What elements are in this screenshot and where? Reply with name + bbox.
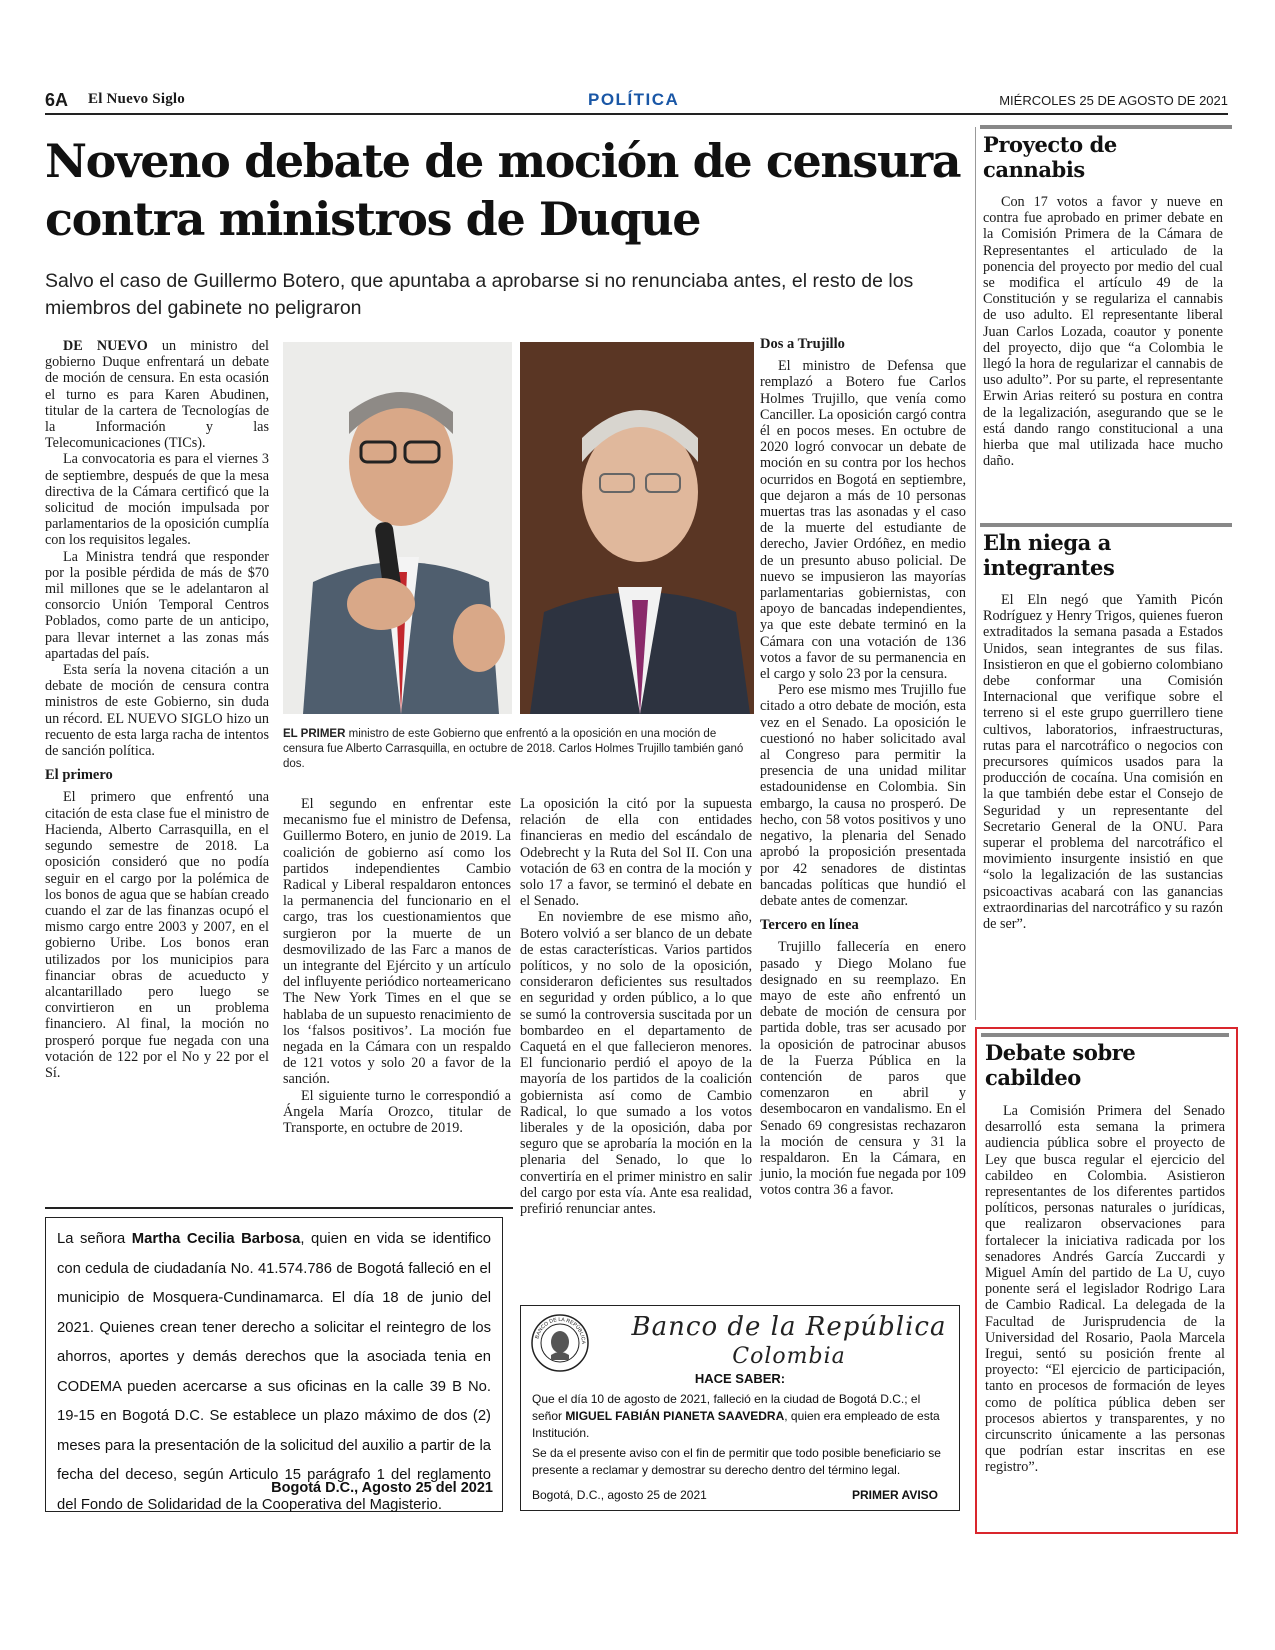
bank-country: Colombia [732, 1344, 846, 1369]
obituary-notice-signature: Bogotá D.C., Agosto 25 del 2021 [271, 1480, 493, 1496]
portrait-illustration [520, 342, 754, 714]
paragraph: El ministro de Defensa que remplazó a Botero fue Carlos Holmes Trujillo, que venía como Canciller. La oposición cargó contra él en pocos meses. En octubre de 2020 logró convocar un debate de moción en su contra por los hechos ocurridos en Bogotá en septiembre, que dejaron a más de 10 personas muertas tras las asonadas y el caso de la muerte del estudiante de derecho, Javier Ordóñez, en medio de un presunto abuso policial. De nuevo se impusieron las mayorías parlamentarias gobiernistas, con apoyo de bancadas independientes, ya que este debate terminó en la Cámara con una votación de 136 votos a favor de su permanencia en el cargo y solo 23 por la censura. [760, 358, 966, 683]
sidebar-text-cannabis [983, 194, 1223, 469]
paragraph: En noviembre de ese mismo año, Botero volvió a ser blanco de un debate de estas características. Varios partidos políticos, y no solo de la oposición, consideraron deficientes sus resultados en seguridad y orden público, a lo que se sumó la controversia suscitada por un bombardeo en el departamento de Caquetá en el que fallecieron menores. El funcionario perdió el apoyo de la mayoría de los partidos de la coalición gobiernista así como de Cambio Radical, lo que sumado a los votos liberales y de la oposición, daba por seguro que se aprobaría la moción en la plenaria del Senado, lo que lo convertiría en el primer ministro en salir del cargo por esta vía. Ante esa realidad, prefirió renunciar antes. [520, 909, 752, 1218]
notice-text: , quien era empleado de esta Institución. [532, 1409, 940, 1440]
paragraph: Con 17 votos a favor y nueve en contra fue aprobado en primer debate en la Comisión Primera de la Cámara de Representantes el articulado de la ponencia del proyecto por medio del cual se modifica el artículo 49 de la Constitución y se regulariza el cannabis de uso adulto. El representante liberal Juan Carlos Lozada, coautor y ponente del proyecto, dijo que “a Colombia le llegó la hora de regularizar el cannabis de uso adulto”. Por su parte, el representante Erwin Arias reiteró su postura en contra de la legalización, asegurando que se le está dando rango constitucional a una hierba que mal utilizada hace mucho daño. [983, 194, 1223, 470]
notice-text: Que el día 10 de agosto de 2021, falleció en la ciudad de Bogotá D.C.; el señor [532, 1392, 921, 1423]
bank-hace-saber: HACE SABER: [694, 1371, 786, 1386]
notice-name: Martha Cecilia Barbosa [131, 1231, 301, 1247]
paragraph: La oposición la citó por la supuesta relación de ella con entidades financieras en medio del escándalo de Odebrecht y la Ruta del Sol II. Con una votación de 63 en contra de la moción y solo 17 a favor, se terminó el debate en el Senado. [520, 796, 752, 910]
section-label: POLÍTICA [588, 90, 680, 109]
paragraph: un ministro del gobierno Duque enfrentará un debate de moción de censura. En esta ocasión el turno es para Karen Abudinen, titular de la cartera de Tecnologías de la Información y las Telecomunicaciones (TICs). [45, 338, 269, 452]
sidebar-text-cabildeo [985, 1103, 1225, 1476]
sidebar-title-cannabis: Proyecto de cannabis [983, 132, 1117, 182]
caption-lead: EL PRIMER [283, 728, 346, 740]
paragraph: El siguiente turno le correspondió a Ángela María Orozco, titular de Transporte, en octubre de 2019. [283, 1087, 511, 1137]
bank-notice-aviso: PRIMER AVISO [852, 1488, 939, 1502]
paragraph: La Ministra tendrá que responder por la posible pérdida de más de $70 mil millones que se le adelantaron al consorcio Unión Temporal Centros Poblados, como parte de un anticipo, para llevar internet a las zonas más apartadas del país. [45, 548, 269, 662]
article-column-2 [283, 796, 511, 1136]
sidebar-title-eln: Eln niega a integrantes [983, 530, 1115, 580]
paragraph: El Eln negó que Yamith Picón Rodríguez y Henry Trigos, quienes fueron extraditados la semana pasada a Estados Unidos, sean integrantes de sus filas. Insistieron en que el gobierno colombiano debe conformar una Comisión Internacional que verifique sobre el terreno si el este grupo guerrillero tiene cultivos, laboratorios, infraestructuras, rutas para el narcotráfico o negocios con precursores químicos usados para la producción de cocaína. Una comisión en la que también debe estar el Consejo de Seguridad y un representante del Secretario General de la ONU. Para superar el problema del narcotráfico el movimiento insurgente insistió en que “solo la legalización de las sustancias psicoactivas acabará con las ganancias extraordinarias del narcotráfico y su razón de ser”. [983, 592, 1223, 933]
paragraph: La convocatoria es para el viernes 3 de septiembre, después de que la mesa directiva de la Cámara certificó que la solicitud de moción impulsada por parlamentarios de la oposición cumplía con los requisitos legales. [45, 451, 269, 549]
bank-seal-icon [530, 1313, 590, 1373]
paragraph: Trujillo fallecería en enero pasado y Diego Molano fue designado en su reemplazo. En mayo de este año enfrentó un debate de moción de censura por partida doble, tras ser acusado por la oposición de patrocinar abusos de la Fuerza Pública en la contención de paros que comenzaron en abril y desembocaron en vandalismo. En el Senado 69 congresistas rechazaron la moción de censura y 31 la respaldaron. En la Cámara, en junio, la moción fue negada por 109 votos contra 36 a favor. [760, 939, 966, 1199]
sidebar-topbar [981, 1033, 1229, 1037]
photo-carrasquilla [283, 342, 512, 714]
sidebar-topbar [980, 125, 1232, 129]
masthead: El Nuevo Siglo [88, 91, 185, 107]
paragraph: La Comisión Primera del Senado desarrolló esta semana la primera audiencia pública sobre el proyecto de Ley que busca regular el ejercicio del cabildeo en Colombia. Asistieron representantes de los diferentes partidos políticos, personas naturales o jurídicas, que realizaron observaciones para fortalecer la iniciativa radicada por los senadores Andrés García Zuccardi y Miguel Amín del partido de La U, cuyo ponente será el legislador Rodrigo Lara de Cambio Radical. La delegada de la Facultad de Jurisprudencia de la Universidad del Rosario, Paola Marcela Iregui, sentó su posición frente al proyecto: “El ejercicio de participación, tanto en procesos de formación de leyes como de política pública deben ser procesos abiertos y transparentes, y no circunscrito únicamente a las personas que podrían estar inscritas en ese registro”. [985, 1103, 1225, 1476]
sidebar-text-eln [983, 592, 1223, 932]
seal-graphic [530, 1313, 590, 1373]
paragraph: Pero ese mismo mes Trujillo fue citado a otro debate de moción, esta vez en el Senado. La oposición le cuestionó no haber solicitado aval al Congreso para permitir la presencia de una unidad militar estadounidense en Colombia. Sin embargo, la causa no prosperó. De hecho, con 58 votos positivos y uno negativo, la plenaria del Senado aprobó la proposición presentada por 42 senadores de distintas bancadas políticas que hundió el debate antes de comenzar. [760, 682, 966, 909]
sidebar-divider [975, 127, 976, 1020]
obituary-notice-text [57, 1225, 491, 1520]
bank-name: Banco de la República [631, 1312, 947, 1342]
bank-notice-p1 [532, 1391, 952, 1442]
paragraph: Esta sería la novena citación a un debate de moción de censura contra ministros de este Gobierno, sin duda un récord. EL NUEVO SIGLO hizo un recuento de esta larga racha de intentos de sanción política. [45, 662, 269, 760]
notice-name: MIGUEL FABIÁN PIANETA SAAVEDRA [565, 1409, 785, 1423]
subtitle: El primero [45, 767, 113, 784]
header-rule [45, 113, 1228, 115]
article-column-1 [45, 338, 269, 1081]
seal-lettering: BANCO DE LA REPÚBLICA [534, 1316, 587, 1344]
bank-notice-p2: Se da el presente aviso con el fin de permitir que todo posible beneficiario se presente a reclamar y demostrar su derecho dentro del término legal. [532, 1446, 941, 1477]
sidebar-topbar [980, 523, 1232, 527]
paragraph: El segundo en enfrentar este mecanismo fue el ministro de Defensa, Guillermo Botero, en junio de 2019. La coalición de gobierno así como los partidos independientes Cambio Radical y Liberal respaldaron entonces la permanencia del funcionario en el cargo, tras los cuestionamientos que surgieron por la muerte de un desmovilizado de las Farc a manos de un integrante del Ejército y un artículo del influyente periódico norteamericano The New York Times en el que se hablaba de un supuesto renacimiento de los ‘falsos positivos’. La moción fue negada en la Cámara con un respaldo de 121 votos y solo 20 a favor de la sanción. [283, 796, 511, 1088]
photo-trujillo [520, 342, 754, 714]
bank-notice-date: Bogotá, D.C., agosto 25 de 2021 [532, 1488, 707, 1502]
paragraph: El primero que enfrentó una citación de esta clase fue el ministro de Hacienda, Alberto Carrasquilla, en el segundo semestre de 2018. La oposición consideró que no podía seguir en el cargo por la polémica de los bonos de agua que se habían creado cuando el zar de las finanzas ocupó el mismo cargo entre 2003 y 2007, en el gobierno Uribe. Los bonos eran utilizados por los municipios para financiar obras de acueducto y alcantarillado pero luego se convirtieron en un problema financiero. Al final, la moción no prosperó porque fue negada con una votación de 122 por el No y 22 por el Sí. [45, 789, 269, 1081]
subtitle: Dos a Trujillo [760, 336, 845, 352]
issue-date: MIÉRCOLES 25 DE AGOSTO DE 2021 [999, 93, 1228, 108]
notice-text: , quien en vida se identifico con cedula de ciudadanía No. 41.574.786 de Bogotá falleció en el municipio de Mosquera-Cundinamarca. El día 18 de junio del 2021. Quienes crean tener derecho a solicitar el reintegro de los ahorros, aportes y demás derechos que la asociada tenia en CODEMA pueden acercarse a sus oficinas en la calle 39 B No. 19-15 en Bogotá D.C. Se establece un plazo máximo de dos (2) meses para la presentación de la solicitud del auxilio a partir de la fecha del deceso, según Articulo 15 parágrafo 1 del reglamento del Fondo de Solidaridad de la Cooperativa del Magisterio. [57, 1231, 491, 1513]
portrait-illustration [283, 342, 512, 714]
notice-text: La señora [57, 1231, 132, 1247]
notice-rule [45, 1207, 513, 1209]
article-subhead: Salvo el caso de Guillermo Botero, que apuntaba a aprobarse si no renunciaba antes, el resto de los miembros del gabinete no peligraron [45, 270, 914, 319]
lead-word: DE NUEVO [63, 338, 148, 354]
article-column-3 [520, 796, 752, 1217]
photo-caption [283, 727, 754, 772]
article-headline: Noveno debate de moción de censura contra ministros de Duque [45, 134, 961, 246]
page-number: 6A [45, 90, 69, 110]
sidebar-title-cabildeo: Debate sobre cabildeo [985, 1040, 1136, 1090]
caption-text: ministro de este Gobierno que enfrentó a la oposición en una moción de censura fue Alberto Carrasquilla, en octubre de 2018. Carlos Holmes Trujillo también ganó dos. [283, 728, 744, 770]
article-column-4 [760, 336, 966, 1199]
subtitle: Tercero en línea [760, 917, 859, 934]
